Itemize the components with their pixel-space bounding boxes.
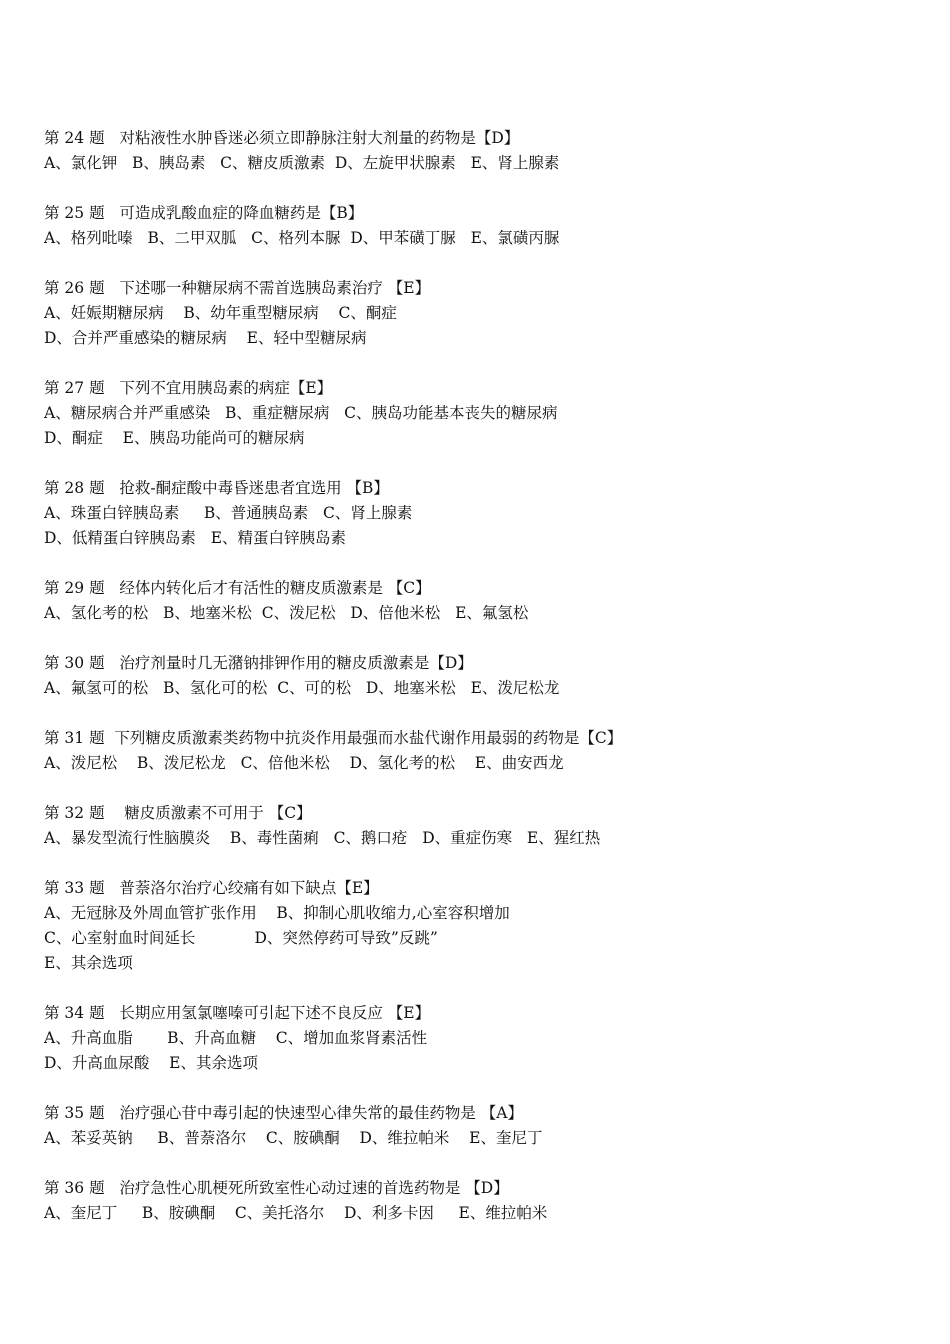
question-31 <box>44 726 924 776</box>
question-title: 第 36 题 治疗急性心肌梗死所致室性心动过速的首选药物是 【D】 <box>44 1179 509 1197</box>
question-list <box>44 126 924 1251</box>
question-title: 第 25 题 可造成乳酸血症的降血糖药是【B】 <box>44 204 364 222</box>
question-title: 第 29 题 经体内转化后才有活性的糖皮质激素是 【C】 <box>44 579 431 597</box>
question-title: 第 24 题 对粘液性水肿昏迷必须立即静脉注射大剂量的药物是【D】 <box>44 129 520 147</box>
question-27 <box>44 376 924 451</box>
question-title: 第 34 题 长期应用氢氯噻嗪可引起下述不良反应 【E】 <box>44 1004 431 1022</box>
question-35 <box>44 1101 924 1151</box>
question-options: A、格列吡嗪 B、二甲双胍 C、格列本脲 D、甲苯磺丁脲 E、氯磺丙脲 <box>44 229 560 247</box>
question-title: 第 33 题 普萘洛尔治疗心绞痛有如下缺点【E】 <box>44 879 379 897</box>
question-options: A、泼尼松 B、泼尼松龙 C、倍他米松 D、氢化考的松 E、曲安西龙 <box>44 754 564 772</box>
question-options: D、合并严重感染的糖尿病 E、轻中型糖尿病 <box>44 329 367 347</box>
question-options: A、氢化考的松 B、地塞米松 C、泼尼松 D、倍他米松 E、氟氢松 <box>44 604 529 622</box>
question-options: D、升高血尿酸 E、其余选项 <box>44 1054 258 1072</box>
question-32 <box>44 801 924 851</box>
question-title: 第 30 题 治疗剂量时几无潴钠排钾作用的糖皮质激素是【D】 <box>44 654 473 672</box>
question-29 <box>44 576 924 626</box>
question-title: 第 26 题 下述哪一种糖尿病不需首选胰岛素治疗 【E】 <box>44 279 431 297</box>
question-title: 第 32 题 糖皮质激素不可用于 【C】 <box>44 804 312 822</box>
question-title: 第 35 题 治疗强心苷中毒引起的快速型心律失常的最佳药物是 【A】 <box>44 1104 523 1122</box>
question-options: A、氯化钾 B、胰岛素 C、糖皮质激素 D、左旋甲状腺素 E、肾上腺素 <box>44 154 560 172</box>
question-options: A、无冠脉及外周血管扩张作用 B、抑制心肌收缩力,心室容积增加 <box>44 904 510 922</box>
question-options: A、珠蛋白锌胰岛素 B、普通胰岛素 C、肾上腺素 <box>44 504 413 522</box>
question-36 <box>44 1176 924 1226</box>
question-options: A、升高血脂 B、升高血糖 C、增加血浆肾素活性 <box>44 1029 428 1047</box>
question-24 <box>44 126 924 176</box>
question-options: A、糖尿病合并严重感染 B、重症糖尿病 C、胰岛功能基本丧失的糖尿病 <box>44 404 558 422</box>
question-options: A、苯妥英钠 B、普萘洛尔 C、胺碘酮 D、维拉帕米 E、奎尼丁 <box>44 1129 543 1147</box>
question-options: A、氟氢可的松 B、氢化可的松 C、可的松 D、地塞米松 E、泼尼松龙 <box>44 679 560 697</box>
question-34 <box>44 1001 924 1076</box>
question-options: A、暴发型流行性脑膜炎 B、毒性菌痢 C、鹅口疮 D、重症伤寒 E、猩红热 <box>44 829 601 847</box>
question-options: A、奎尼丁 B、胺碘酮 C、美托洛尔 D、利多卡因 E、维拉帕米 <box>44 1204 548 1222</box>
question-options: A、妊娠期糖尿病 B、幼年重型糖尿病 C、酮症 <box>44 304 397 322</box>
question-options: E、其余选项 <box>44 954 133 972</box>
question-title: 第 28 题 抢救-酮症酸中毒昏迷患者宜选用 【B】 <box>44 479 389 497</box>
question-options: C、心室射血时间延长 D、突然停药可导致”反跳” <box>44 929 438 947</box>
question-25 <box>44 201 924 251</box>
question-title: 第 31 题 下列糖皮质激素类药物中抗炎作用最强而水盐代谢作用最弱的药物是【C】 <box>44 729 623 747</box>
question-30 <box>44 651 924 701</box>
question-33 <box>44 876 924 976</box>
question-28 <box>44 476 924 551</box>
question-26 <box>44 276 924 351</box>
question-options: D、低精蛋白锌胰岛素 E、精蛋白锌胰岛素 <box>44 529 347 547</box>
question-options: D、酮症 E、胰岛功能尚可的糖尿病 <box>44 429 305 447</box>
question-title: 第 27 题 下列不宜用胰岛素的病症【E】 <box>44 379 333 397</box>
